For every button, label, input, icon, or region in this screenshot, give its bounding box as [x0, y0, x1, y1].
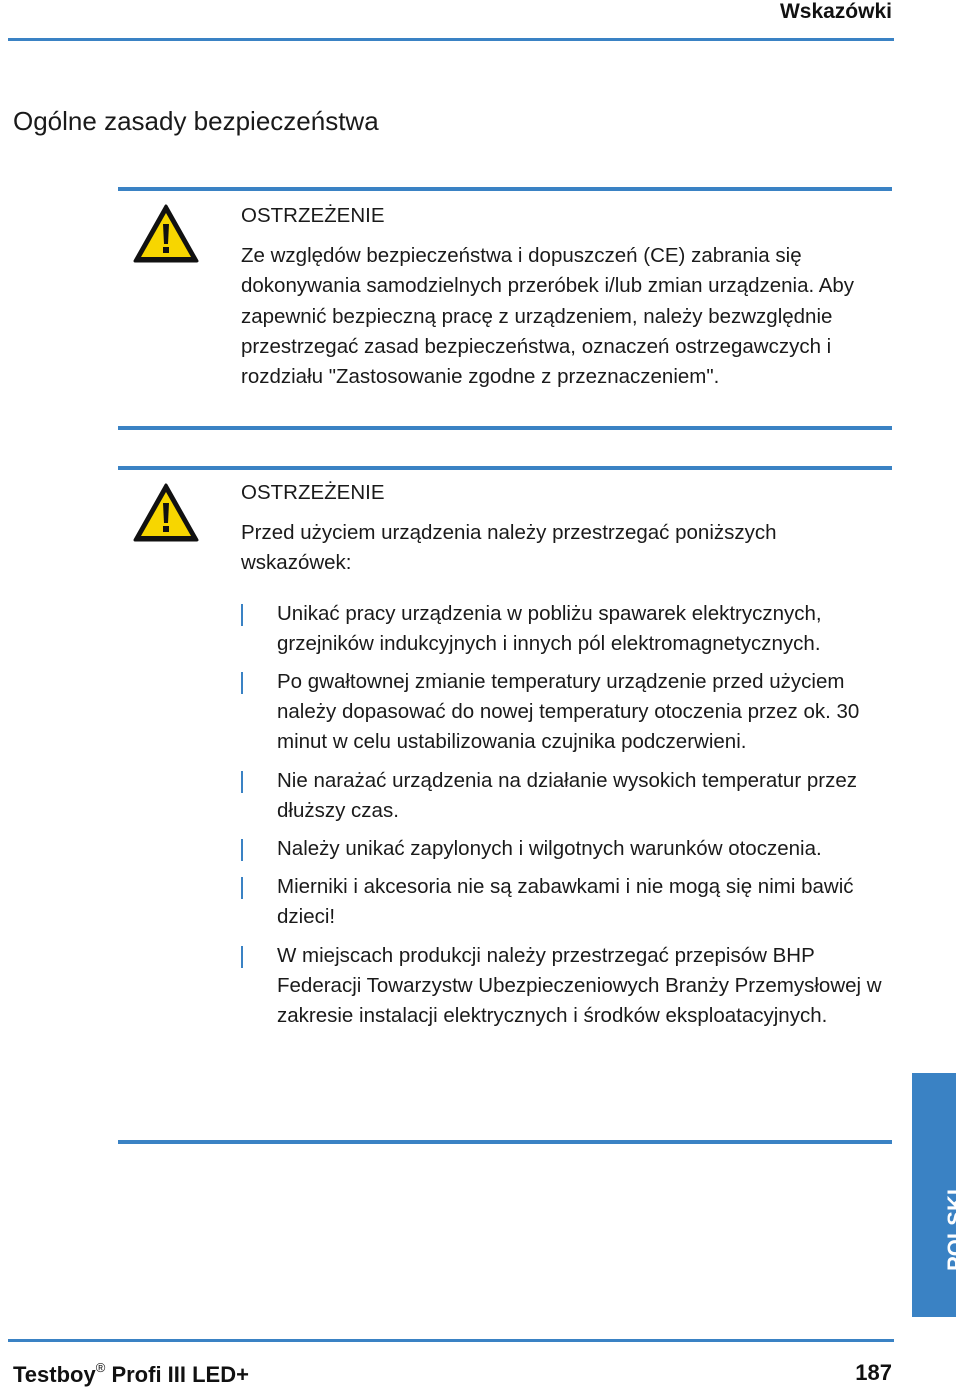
section-title: Wskazówki: [779, 0, 892, 23]
warning-text: Ze względów bezpieczeństwa i dopuszczeń (CE) zabrania się dokonywania samodzielnych przeróbek i/lub zmian urządzenia. Aby zapewnić bezpieczną pracę z urządzeniem, należy bezwzględnie przestrzegać zasad bezpieczeństwa, oznaczeń ostrzegawczych i rozdziału "Zastosowanie zgodne z przeznaczeniem".: [241, 244, 855, 389]
warning-intro: Przed użyciem urządzenia należy przestrzegać poniższych wskazówek:: [241, 521, 777, 575]
bullet-marker: [241, 946, 243, 968]
list-item: [241, 834, 882, 864]
list-item-text: Po gwałtownej zmianie temperatury urządzenie przed użyciem należy dopasować do nowej temperatury otoczenia przez ok. 30 minut w celu ustabilizowania czujnika podczerwieni.: [277, 670, 860, 754]
warning-triangle-icon: [132, 203, 200, 265]
warning-heading: OSTRZEŻENIE: [241, 204, 385, 227]
list-item: [241, 599, 882, 659]
bullet-marker: [241, 771, 243, 793]
list-item: [241, 667, 882, 758]
list-item-text: Mierniki i akcesoria nie są zabawkami i nie mogą się nimi bawić dzieci!: [277, 875, 854, 929]
warning-content: [241, 201, 882, 392]
footer-brand: [13, 1360, 249, 1388]
footer-divider: [8, 1339, 894, 1342]
model-name: Profi III LED+: [111, 1362, 249, 1387]
registered-mark: ®: [95, 1360, 106, 1375]
page-number: 187: [855, 1360, 892, 1385]
warning-box-2: [118, 466, 892, 1144]
bullet-marker: [241, 604, 243, 626]
language-tab: [912, 1073, 968, 1317]
bullet-marker: [241, 877, 243, 899]
brand-name: Testboy: [13, 1362, 96, 1387]
list-item: [241, 766, 882, 826]
list-item-text: Należy unikać zapylonych i wilgotnych warunków otoczenia.: [277, 837, 822, 861]
language-tab-label: [934, 1073, 978, 1317]
page-title: Ogólne zasady bezpieczeństwa: [13, 106, 379, 136]
bullet-marker: [241, 839, 243, 861]
list-item: [241, 941, 882, 1032]
warning-list: [241, 599, 882, 1032]
list-item-text: W miejscach produkcji należy przestrzegać przepisów BHP Federacji Towarzystw Ubezpieczeniowych Branży Przemysłowej w zakresie instalacji elektrycznych i środków eksploatacyjnych.: [277, 943, 882, 1028]
header-divider: [8, 38, 894, 41]
list-item-text: Unikać pracy urządzenia w pobliżu spawarek elektrycznych, grzejników indukcyjnych i innych pól elektromagnetycznych.: [277, 601, 822, 655]
list-item-text: Nie narażać urządzenia na działanie wysokich temperatur przez dłuższy czas.: [277, 768, 857, 822]
bullet-marker: [241, 672, 243, 694]
list-item: [241, 872, 882, 932]
warning-content: [241, 478, 882, 1039]
warning-heading: OSTRZEŻENIE: [241, 481, 385, 504]
warning-box-1: [118, 187, 892, 430]
warning-triangle-icon: [132, 482, 200, 544]
language-tab-text: POLSKI: [943, 1189, 968, 1271]
